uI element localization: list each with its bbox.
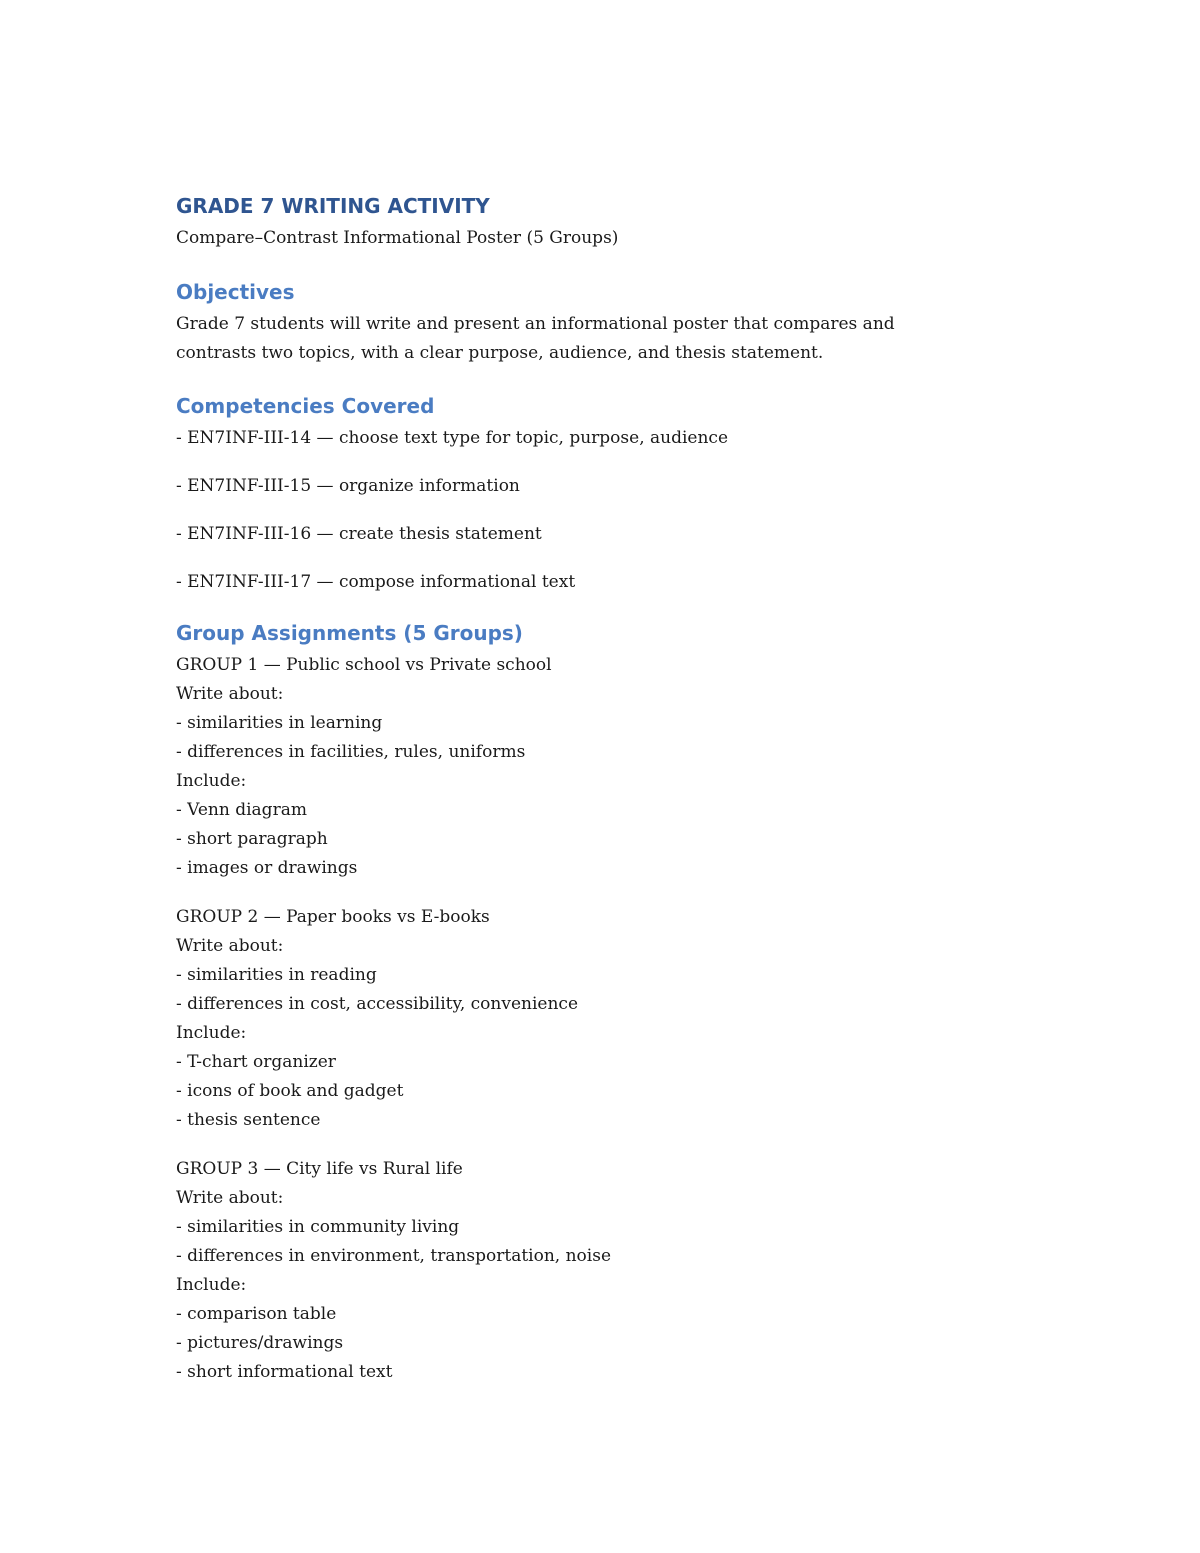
group-block [176,903,1036,1135]
include-item: - comparison table [176,1304,337,1324]
write-item: - similarities in community living [176,1217,460,1237]
competency-item: - EN7INF-III-14 — choose text type for topic, purpose, audience [176,428,729,448]
include-label: Include: [176,771,247,791]
group-title: GROUP 2 — Paper books vs E-books [176,907,490,927]
competency-item: - EN7INF-III-16 — create thesis statement [176,524,542,544]
include-label: Include: [176,1275,247,1295]
write-item: - similarities in reading [176,965,377,985]
document-page [176,190,1036,1387]
document-subtitle: Compare–Contrast Informational Poster (5 Groups) [176,228,619,248]
objectives-heading: Objectives [176,280,295,304]
competency-item: - EN7INF-III-15 — organize information [176,476,520,496]
include-label: Include: [176,1023,247,1043]
competencies-heading: Competencies Covered [176,394,435,418]
include-item: - images or drawings [176,858,358,878]
include-item: - thesis sentence [176,1110,321,1130]
include-item: - short paragraph [176,829,328,849]
include-item: - Venn diagram [176,800,307,820]
groups-heading: Group Assignments (5 Groups) [176,621,523,645]
write-item: - differences in facilities, rules, uniforms [176,742,526,762]
group-title: GROUP 3 — City life vs Rural life [176,1159,463,1179]
include-item: - T-chart organizer [176,1052,336,1072]
write-item: - similarities in learning [176,713,383,733]
objectives-line: contrasts two topics, with a clear purpose, audience, and thesis statement. [176,343,824,363]
include-item: - pictures/drawings [176,1333,344,1353]
write-label: Write about: [176,936,284,956]
include-item: - icons of book and gadget [176,1081,404,1101]
write-label: Write about: [176,1188,284,1208]
group-block [176,651,1036,883]
document-title: GRADE 7 WRITING ACTIVITY [176,194,490,218]
objectives-line: Grade 7 students will write and present an informational poster that compares and [176,314,895,334]
group-block [176,1155,1036,1387]
write-label: Write about: [176,684,284,704]
include-item: - short informational text [176,1362,393,1382]
group-title: GROUP 1 — Public school vs Private school [176,655,552,675]
write-item: - differences in cost, accessibility, convenience [176,994,579,1014]
write-item: - differences in environment, transportation, noise [176,1246,612,1266]
competency-item: - EN7INF-III-17 — compose informational text [176,572,576,592]
